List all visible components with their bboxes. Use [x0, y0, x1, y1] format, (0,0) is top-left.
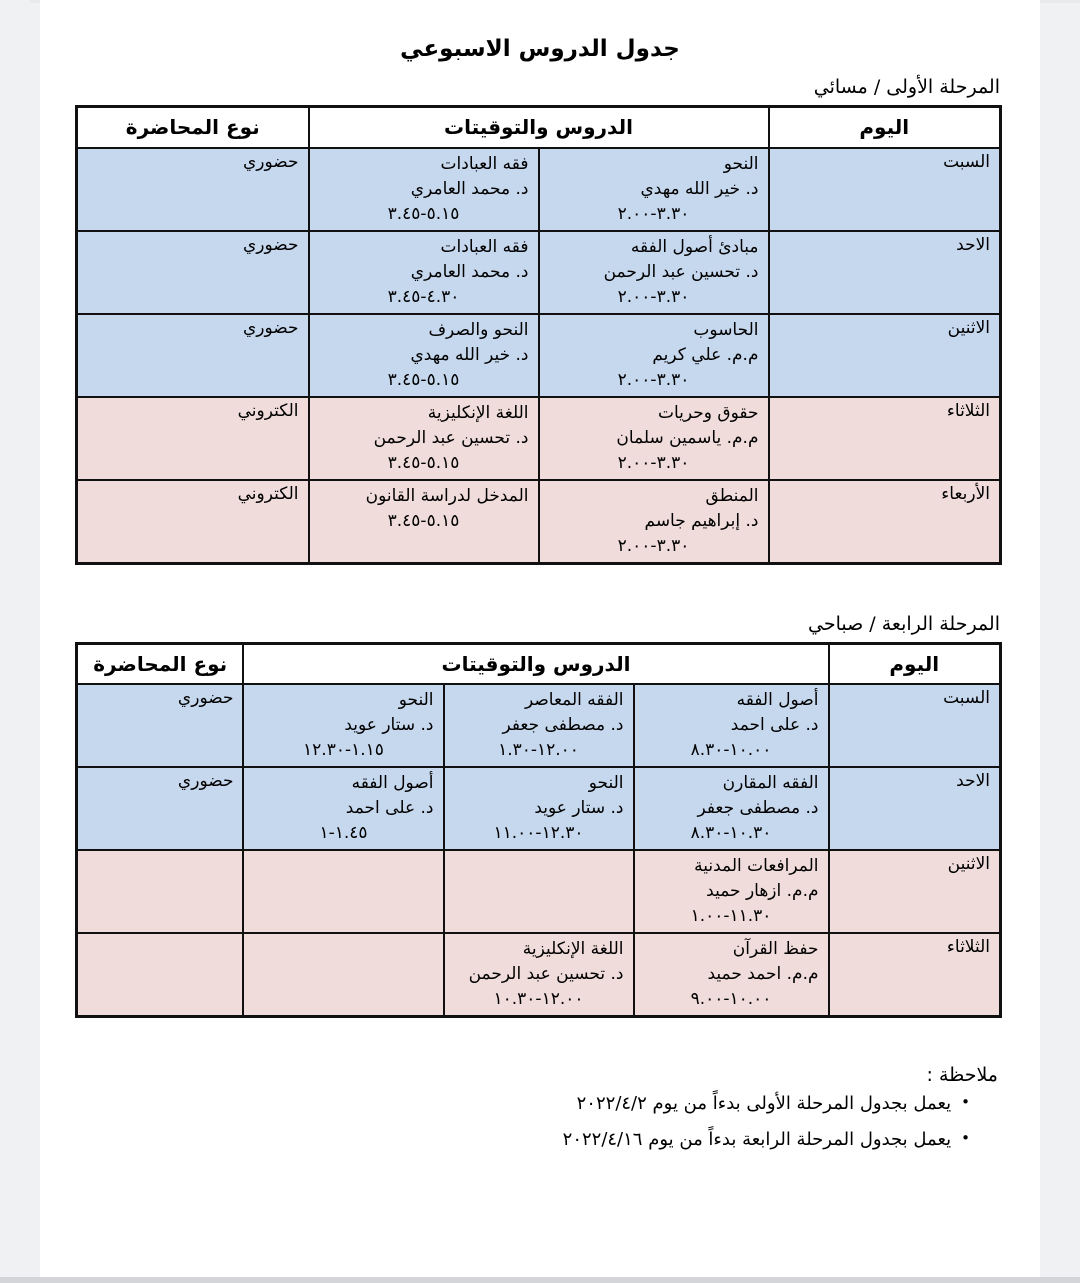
lesson-subject: الحاسوب — [693, 319, 759, 340]
lecture-type-cell: حضوري — [77, 231, 309, 314]
schedule-row — [76, 850, 1000, 933]
day-cell: الثلاثاء — [829, 933, 1001, 1017]
lesson-cell — [444, 850, 634, 933]
lesson-time — [549, 534, 759, 559]
schedule-row — [77, 480, 1001, 564]
scan-edge-right — [1040, 0, 1080, 1283]
lesson-subject: اللغة الإنكليزية — [522, 939, 624, 959]
lesson-teacher: م.م. احمد حميد — [707, 964, 819, 984]
lesson-teacher: د. ستار عويد — [534, 798, 624, 818]
lesson-teacher: د. على احمد — [730, 715, 819, 735]
lesson-time — [549, 202, 759, 227]
lesson-time-value: ٥.١٥-٣.٤٥ — [387, 510, 460, 531]
lesson-subject: مبادئ أصول الفقه — [630, 236, 759, 257]
lesson-teacher: م.م. ازهار حميد — [706, 881, 819, 901]
lesson-time-value: ١.١٥-١٢.٣٠ — [303, 740, 384, 760]
lesson-time-value: ١١.٣٠-١.٠٠ — [690, 906, 772, 926]
day-cell: الاحد — [829, 767, 1001, 850]
lecture-type-cell: حضوري — [76, 684, 243, 767]
scan-edge-left — [0, 0, 40, 1283]
lesson-subject: الفقه المقارن — [722, 773, 819, 793]
lecture-type-cell: حضوري — [77, 148, 309, 231]
column-header-lecture-type: نوع المحاضرة — [76, 643, 243, 684]
lesson-cell — [539, 480, 769, 564]
scan-edge-bottom — [0, 1277, 1080, 1283]
lesson-time — [549, 285, 759, 310]
lesson-cell — [309, 314, 539, 397]
stage4-schedule-table — [75, 642, 1002, 1019]
schedule-row — [76, 767, 1000, 850]
lesson-time-value: ٤.٣٠-٣.٤٥ — [387, 286, 460, 307]
lesson-time — [644, 821, 819, 846]
day-cell: السبت — [769, 148, 1001, 231]
day-cell: الاحد — [769, 231, 1001, 314]
column-header-lecture-type: نوع المحاضرة — [77, 107, 309, 148]
lesson-time — [319, 285, 529, 310]
lesson-subject: النحو والصرف — [428, 319, 529, 340]
lesson-teacher: م.م. ياسمين سلمان — [616, 427, 759, 448]
lesson-subject: أصول الفقه — [351, 773, 434, 793]
note-text: يعمل بجدول المرحلة الرابعة بدءاً من يوم ٢٠٢٢/٤/١٦ — [562, 1129, 952, 1150]
note-text: يعمل بجدول المرحلة الأولى بدءاً من يوم ٢٠٢٢/٤/٢ — [576, 1093, 952, 1114]
lesson-subject: حقوق وحريات — [658, 402, 759, 423]
note-item — [78, 1086, 970, 1122]
lesson-cell — [634, 933, 829, 1017]
header-row — [76, 643, 1000, 684]
column-header-lessons: الدروس والتوقيتات — [309, 107, 769, 148]
day-cell: الثلاثاء — [769, 397, 1001, 480]
lesson-subject: النحو — [398, 690, 434, 710]
lesson-cell — [539, 314, 769, 397]
lesson-cell — [444, 684, 634, 767]
lesson-time — [454, 987, 624, 1012]
lesson-time-value: ١٠.٠٠-٩.٠٠ — [690, 989, 772, 1009]
schedule-row — [76, 684, 1000, 767]
column-header-lessons: الدروس والتوقيتات — [243, 643, 828, 684]
header-row — [77, 107, 1001, 148]
schedule-row — [77, 397, 1001, 480]
lesson-subject: المدخل لدراسة القانون — [365, 485, 529, 506]
lesson-time-value: ٥.١٥-٣.٤٥ — [387, 203, 460, 224]
note-item — [78, 1122, 970, 1158]
lesson-time-value: ٣.٣٠-٢.٠٠ — [617, 203, 690, 224]
lesson-time-value: ٥.١٥-٣.٤٥ — [387, 369, 460, 390]
schedule-row — [76, 933, 1000, 1017]
lesson-cell — [243, 933, 443, 1017]
lesson-cell — [309, 480, 539, 564]
lesson-teacher: د. مصطفى جعفر — [697, 798, 819, 818]
lesson-time — [644, 987, 819, 1012]
lesson-subject: فقه العبادات — [440, 236, 529, 257]
lesson-subject: النحو — [723, 153, 759, 174]
document-page — [40, 0, 1040, 1277]
lesson-time-value: ٣.٣٠-٢.٠٠ — [617, 369, 690, 390]
lesson-time — [319, 368, 529, 393]
day-cell: الاثنين — [829, 850, 1001, 933]
lesson-time-value: ٣.٣٠-٢.٠٠ — [617, 452, 690, 473]
lesson-subject: اللغة الإنكليزية — [427, 402, 529, 423]
lesson-subject: النحو — [588, 773, 624, 793]
lesson-subject: أصول الفقه — [736, 690, 819, 710]
lesson-teacher: د. محمد العامري — [410, 178, 529, 199]
lesson-time — [454, 821, 624, 846]
lesson-cell — [634, 684, 829, 767]
lesson-teacher: م.م. علي كريم — [652, 344, 759, 365]
lesson-time — [549, 451, 759, 476]
lesson-cell — [243, 850, 443, 933]
stage1-schedule-table — [75, 105, 1002, 565]
lesson-cell — [444, 933, 634, 1017]
lesson-subject: المنطق — [705, 485, 759, 506]
lesson-time — [319, 451, 529, 476]
page-title: جدول الدروس الاسبوعي — [400, 36, 680, 62]
lesson-subject: المرافعات المدنية — [694, 856, 819, 876]
schedule-row — [77, 148, 1001, 231]
lesson-time — [644, 738, 819, 763]
lesson-time-value: ١٠.٠٠-٨.٣٠ — [690, 740, 772, 760]
lesson-teacher: د. تحسين عبد الرحمن — [373, 427, 529, 448]
lesson-cell — [243, 767, 443, 850]
lesson-subject: الفقه المعاصر — [524, 690, 624, 710]
day-cell: الاثنين — [769, 314, 1001, 397]
lesson-teacher: د. ستار عويد — [344, 715, 434, 735]
lesson-cell — [539, 231, 769, 314]
lesson-time — [549, 368, 759, 393]
lesson-time — [319, 509, 529, 534]
lesson-time-value: ١٢.٠٠-١٠.٣٠ — [493, 989, 584, 1009]
lesson-teacher: د. على احمد — [345, 798, 434, 818]
lesson-cell — [634, 767, 829, 850]
notes-section — [78, 1064, 1002, 1158]
lesson-cell — [634, 850, 829, 933]
lecture-type-cell: حضوري — [76, 767, 243, 850]
column-header-day: اليوم — [769, 107, 1001, 148]
lesson-time-value: ١٢.٣٠-١١.٠٠ — [493, 823, 584, 843]
lesson-time — [644, 904, 819, 929]
lesson-teacher: د. خير الله مهدي — [410, 344, 529, 365]
lesson-teacher: د. تحسين عبد الرحمن — [603, 261, 759, 282]
lesson-cell — [309, 397, 539, 480]
day-cell: السبت — [829, 684, 1001, 767]
lecture-type-cell: الكتروني — [77, 480, 309, 564]
column-header-day: اليوم — [829, 643, 1001, 684]
lesson-time-value: ١.٤٥-١ — [319, 823, 368, 843]
lecture-type-cell: الكتروني — [77, 397, 309, 480]
lecture-type-cell — [76, 850, 243, 933]
lesson-time-value: ١٢.٠٠-١.٣٠ — [498, 740, 579, 760]
lecture-type-cell — [76, 933, 243, 1017]
lesson-cell — [309, 231, 539, 314]
lesson-teacher: د. إبراهيم جاسم — [644, 510, 759, 531]
lesson-cell — [539, 148, 769, 231]
lesson-time — [253, 738, 433, 763]
lesson-cell — [444, 767, 634, 850]
stage1-label: المرحلة الأولى / مسائي — [813, 76, 1000, 98]
stage4-label: المرحلة الرابعة / صباحي — [808, 612, 1000, 635]
lesson-time-value: ٣.٣٠-٢.٠٠ — [617, 535, 690, 556]
lesson-cell — [309, 148, 539, 231]
lesson-time-value: ٣.٣٠-٢.٠٠ — [617, 286, 690, 307]
day-cell: الأربعاء — [769, 480, 1001, 564]
bullet-icon: • — [961, 1093, 970, 1111]
lesson-time-value: ٥.١٥-٣.٤٥ — [387, 452, 460, 473]
lesson-teacher: د. محمد العامري — [410, 261, 529, 282]
lesson-subject: حفظ القرآن — [732, 939, 819, 959]
lesson-cell — [243, 684, 443, 767]
lesson-subject: فقه العبادات — [440, 153, 529, 174]
lesson-teacher: د. تحسين عبد الرحمن — [468, 964, 624, 984]
lesson-cell — [539, 397, 769, 480]
schedule-row — [77, 314, 1001, 397]
notes-label: ملاحظة : — [926, 1064, 998, 1086]
lesson-time — [454, 738, 624, 763]
lesson-time-value: ١٠.٣٠-٨.٣٠ — [690, 823, 772, 843]
lesson-teacher: د. خير الله مهدي — [640, 178, 759, 199]
lesson-time — [253, 821, 433, 846]
lecture-type-cell: حضوري — [77, 314, 309, 397]
lesson-time — [319, 202, 529, 227]
lesson-teacher: د. مصطفى جعفر — [502, 715, 624, 735]
schedule-row — [77, 231, 1001, 314]
bullet-icon: • — [961, 1129, 970, 1147]
